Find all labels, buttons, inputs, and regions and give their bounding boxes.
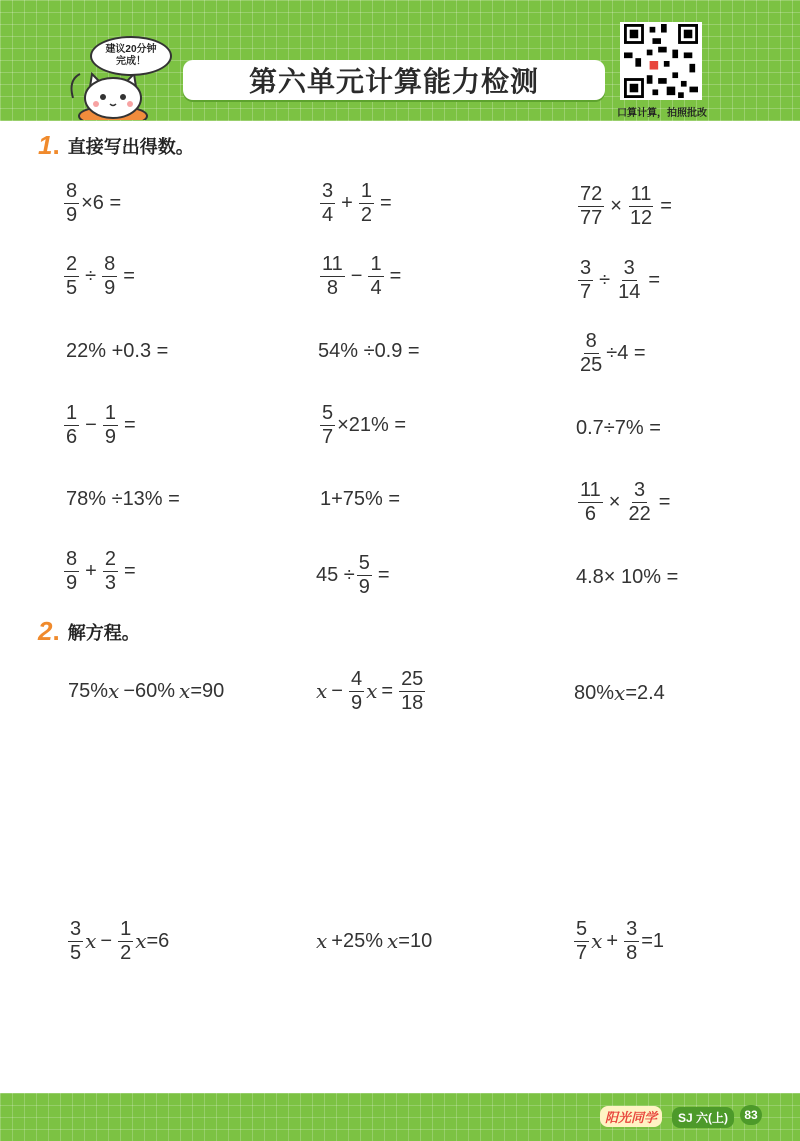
equation-2: x − $\frac{4}{9}$ x = $\frac{25}{18}$ xyxy=(316,667,424,714)
equation-1: 75% x −60% x =90 xyxy=(68,679,225,703)
grade-badge: SJ 六(上) xyxy=(672,1107,734,1128)
qr-caption: 口算计算，拍照批改 xyxy=(617,108,707,119)
problem-r3c2: 54% ÷0.9 = xyxy=(318,339,420,362)
problem-r6c1: $\frac{8}{9}$ + $\frac{2}{3}$ = xyxy=(66,547,136,594)
problem-r2c3: $\frac{3}{7}$ ÷ $\frac{3}{14}$ = xyxy=(580,256,661,303)
problem-r3c1: 22% +0.3 = xyxy=(66,339,169,362)
speech-bubble xyxy=(90,36,172,76)
section-1-number: 1 xyxy=(38,130,53,160)
equation-6: $\frac{5}{7}$ x + $\frac{3}{8}$ =1 xyxy=(576,917,665,964)
equation-4: $\frac{3}{5}$ x − $\frac{1}{2}$ x =6 xyxy=(70,917,170,964)
page-number: 83 xyxy=(740,1105,762,1125)
problem-r6c3: 4.8× 10% = xyxy=(576,565,679,588)
title-bar xyxy=(183,60,605,100)
page-title: 第六单元计算能力检测 xyxy=(248,66,539,97)
problem-r5c3: $\frac{11}{6}$ × $\frac{3}{22}$ = xyxy=(580,478,671,525)
section-2-title: 解方程。 xyxy=(67,622,140,643)
bubble-line1: 建议20分钟 xyxy=(105,44,157,55)
problem-r2c2: $\frac{11}{8}$ − $\frac{1}{4}$ = xyxy=(322,252,402,299)
section-1-heading xyxy=(38,130,194,161)
section-2-number: 2 xyxy=(38,616,53,646)
problem-r5c2: 1+75% = xyxy=(320,487,401,510)
equation-5: x +25% x =10 xyxy=(316,929,433,953)
section-2-dot: . xyxy=(52,616,60,646)
problem-r4c1: $\frac{1}{6}$ − $\frac{1}{9}$ = xyxy=(66,401,136,448)
qr-code-icon[interactable] xyxy=(620,22,702,100)
problem-r1c2: $\frac{3}{4}$ + $\frac{1}{2}$ = xyxy=(322,179,392,226)
problem-r3c3: $\frac{8}{25}$ ÷4 = xyxy=(580,329,646,376)
section-1-title: 直接写出得数。 xyxy=(67,136,194,157)
brand-logo: 阳光同学 xyxy=(600,1106,662,1127)
problem-r1c1: $\frac{8}{9}$ ×6 = xyxy=(66,179,122,226)
qr-pattern-icon xyxy=(622,24,700,98)
problem-r6c2: 45 ÷ $\frac{5}{9}$ = xyxy=(316,551,390,598)
bubble-line2: 完成！ xyxy=(116,56,146,67)
problem-r2c1: $\frac{2}{5}$ ÷ $\frac{8}{9}$ = xyxy=(66,252,135,299)
problem-r1c3: $\frac{72}{77}$ × $\frac{11}{12}$ = xyxy=(580,182,672,229)
section-1-dot: . xyxy=(52,130,60,160)
problem-r4c3: 0.7÷7% = xyxy=(576,416,661,439)
problem-r4c2: $\frac{5}{7}$ ×21% = xyxy=(322,401,407,448)
section-2-heading xyxy=(38,616,140,647)
equation-3: 80% x =2.4 xyxy=(574,681,665,705)
problem-r5c1: 78% ÷13% = xyxy=(66,487,180,510)
